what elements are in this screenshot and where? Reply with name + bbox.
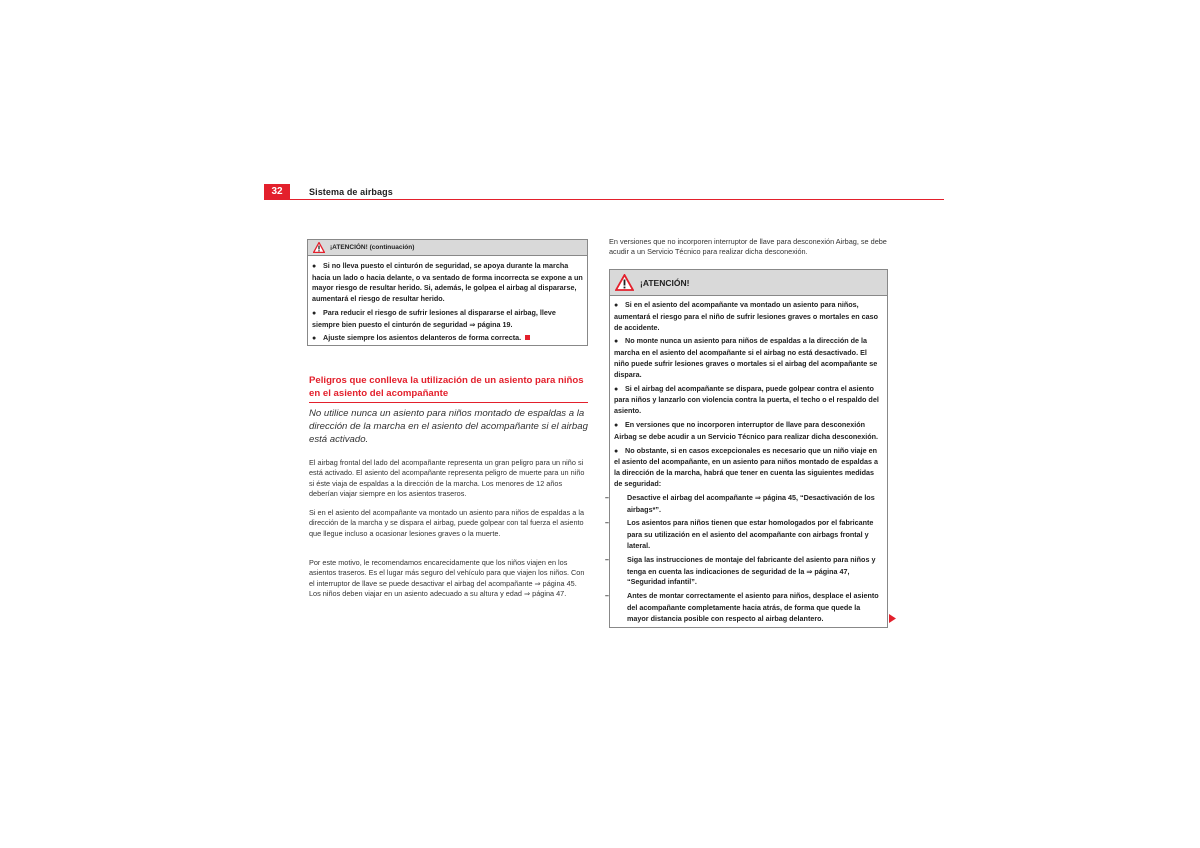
dash-icon: –: [605, 520, 609, 528]
bullet-text: Si en el asiento del acompañante va montado un asiento para niños, aumentará el riesgo para el niño de sufrir lesiones graves o mortales en caso de accidente.: [614, 300, 879, 332]
bullet-text: No obstante, si en casos excepcionales es necesario que un niño viaje en el asiento del acompañante, en un asiento para niños montado de espaldas a la dirección de la marcha, habrá que tener en cuenta las siguientes medidas de seguridad:: [614, 445, 879, 488]
body-paragraph: El airbag frontal del lado del acompañante representa un gran peligro para un niño si está activado. El asiento del acompañante representa peligro de muerte para un niño si éste viaja de espaldas a la dirección de la marcha. Los menores de 12 años deberían viajar siempre en los asientos traseros.: [309, 458, 585, 499]
warning-bullet: [614, 446, 883, 490]
page-header-title: Sistema de airbags: [309, 187, 393, 197]
bullet-text: Ajuste siempre los asientos delanteros de forma correcta.: [323, 333, 522, 343]
warning-title: ¡ATENCIÓN! (continuación): [330, 244, 415, 251]
bullet-text: No monte nunca un asiento para niños de espaldas a la dirección de la marcha en el asiento del acompañante si el airbag no está desactivado. El niño puede sufrir lesiones graves o mortales si el airbag del acompañante se dispara.: [614, 336, 878, 379]
bullet-icon: ●: [614, 338, 619, 346]
bullet-text: En versiones que no incorporen interruptor de llave para desconexión Airbag se debe acudir a un Servicio Técnico para realizar dicha desconexión.: [614, 419, 879, 441]
continue-arrow-icon: [889, 614, 896, 623]
sub-item-text: Antes de montar correctamente el asiento para niños, desplace el asiento del acompañante completamente hacia atrás, de forma que quede la mayor distancia posible con respecto al airbag delantero.: [627, 591, 879, 623]
bullet-icon: ●: [614, 385, 619, 393]
warning-bullet: [614, 300, 883, 333]
warning-bullet: [614, 420, 883, 443]
warning-bullet: [614, 384, 883, 417]
bullet-icon: ●: [312, 309, 317, 317]
section-intro: No utilice nunca un asiento para niños montado de espaldas a la dirección de la marcha en el asiento del acompañante si el airbag está activado.: [309, 408, 588, 445]
end-of-section-icon: [525, 335, 530, 340]
bullet-icon: ●: [614, 421, 619, 429]
bullet-text: Si el airbag del acompañante se dispara, puede golpear contra el asiento para niños y lanzarlo con violencia contra la puerta, el techo o el respaldo del asiento.: [614, 383, 879, 416]
body-paragraph: Por este motivo, le recomendamos encarecidamente que los niños viajen en los asientos traseros. Es el lugar más seguro del vehículo para que viajen los niños. Con el interruptor de llave se puede desactivar el airbag del acompañante ⇒ página 45. Los niños deben viajar en un asiento adecuado a su altura y edad ⇒ página 47.: [309, 558, 585, 599]
warning-bullet: [312, 261, 583, 305]
bullet-text: Si no lleva puesto el cinturón de seguridad, se apoya durante la marcha hacia un lado o hacia delante, o va sentado de forma incorrecta se expone a un mayor riesgo de resultar herido. Si, además, le golpea el airbag al dispararse, aumentará el riesgo de resultar herido.: [312, 261, 583, 304]
bullet-icon: ●: [312, 335, 317, 343]
sub-item-text: Desactive el airbag del acompañante ⇒ página 45, “Desactivación de los airbags*”.: [627, 492, 875, 514]
bullet-icon: ●: [312, 263, 317, 270]
dash-icon: –: [605, 593, 609, 601]
warning-sub-item: [605, 518, 883, 551]
warning-title: ¡ATENCIÓN!: [640, 277, 690, 288]
bullet-icon: ●: [614, 302, 619, 309]
warning-bullet: [312, 333, 583, 345]
warning-body: [605, 296, 887, 632]
warning-box: [605, 269, 888, 628]
right-intro-paragraph: En versiones que no incorporen interruptor de llave para desconexión Airbag, se debe acudir a un Servicio Técnico para realizar dicha desconexión.: [609, 237, 887, 257]
page-number: 32: [264, 184, 290, 200]
warning-header: [308, 240, 587, 256]
dash-icon: –: [605, 494, 609, 502]
warning-bullet: [312, 308, 583, 330]
bullet-text: Para reducir el riesgo de sufrir lesiones al dispararse el airbag, lleve siempre bien puesto el cinturón de seguridad ⇒ página 19.: [312, 307, 556, 329]
warning-bullet: [614, 336, 883, 380]
warning-sub-item: [605, 554, 883, 588]
warning-triangle-icon: [615, 274, 634, 291]
warning-box-continuation: [307, 239, 588, 346]
section-heading: Peligros que conlleva la utilización de un asiento para niños en el asiento del acompañante: [309, 375, 584, 399]
warning-sub-item: [605, 591, 883, 624]
warning-triangle-icon: [313, 242, 325, 253]
warning-sub-item: [605, 492, 883, 516]
section-divider: [309, 402, 588, 403]
bullet-icon: ●: [614, 447, 619, 455]
sub-item-text: Siga las instrucciones de montaje del fabricante del asiento para niños y tenga en cuenta las indicaciones de seguridad de la ⇒ página 47, “Seguridad infantil”.: [627, 554, 876, 587]
warning-header: [610, 270, 887, 296]
header-divider: [290, 199, 944, 200]
warning-body: [308, 256, 587, 352]
sub-item-text: Los asientos para niños tienen que estar homologados por el fabricante para su utilización en el asiento del acompañante con airbags frontal y lateral.: [627, 518, 874, 550]
body-paragraph: Si en el asiento del acompañante va montado un asiento para niños de espaldas a la dirección de la marcha y se dispara el airbag, puede golpear con tal fuerza el asiento que llegue incluso a ocasionar lesiones graves o la muerte.: [309, 508, 585, 538]
dash-icon: –: [605, 556, 609, 564]
